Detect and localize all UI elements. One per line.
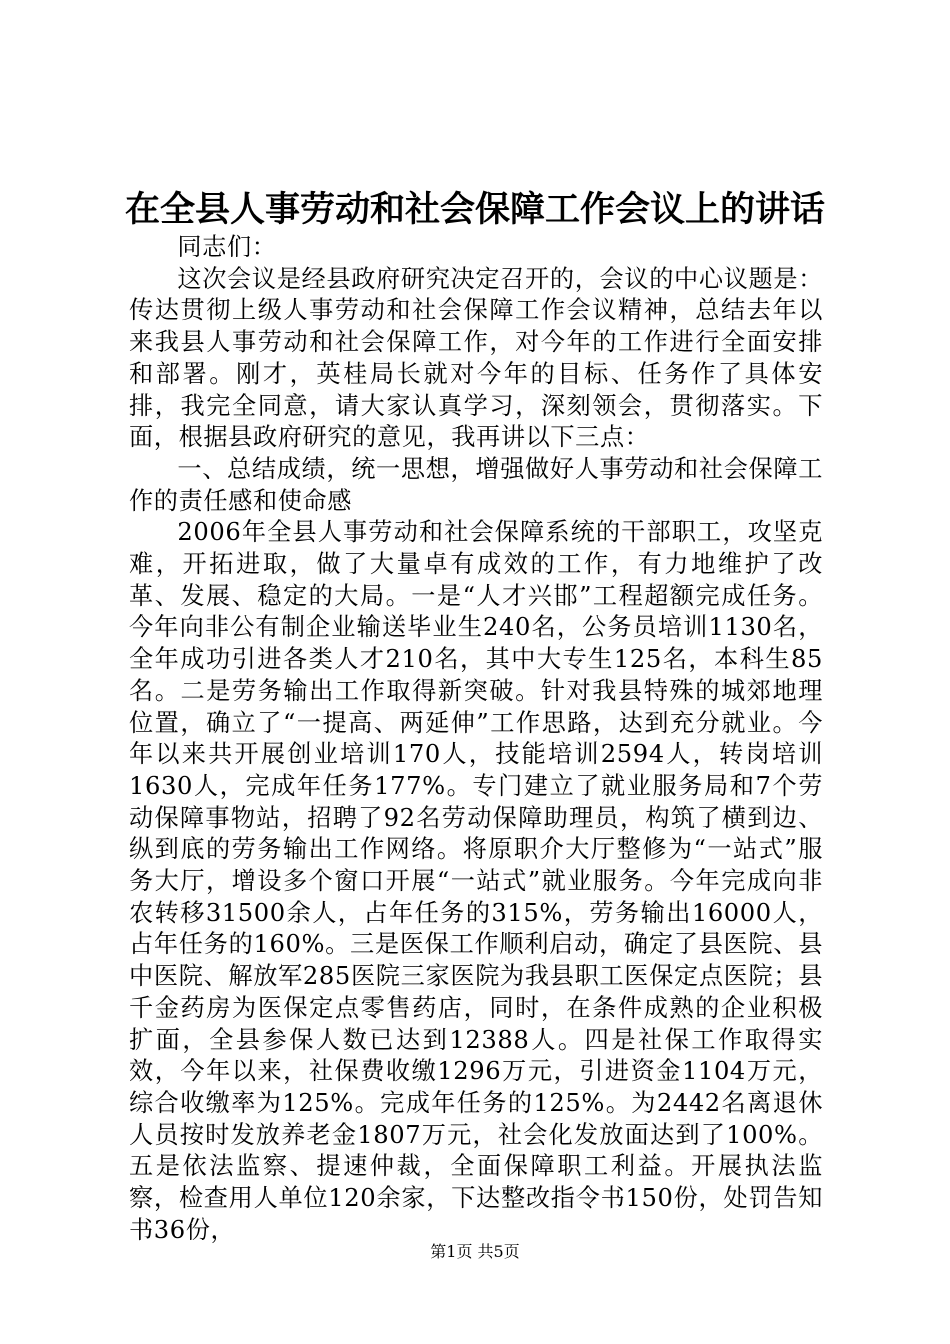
paragraph-salutation: 同志们： [177, 233, 277, 261]
document-body [129, 232, 823, 1247]
paragraph-intro: 这次会议是经县政府研究决定召开的，会议的中心议题是：传达贯彻上级人事劳动和社会保障工作会议精神，总结去年以来我县人事劳动和社会保障工作，对今年的工作进行全面安排和部署。刚才，英桂局长就对今年的目标、任务作了具体安排，我完全同意，请大家认真学习，深刻领会，贯彻落实。下面，根据县政府研究的意见，我再讲以下三点： [129, 264, 823, 452]
document-title: 在全县人事劳动和社会保障工作会议上的讲话 [124, 189, 825, 230]
page-number: 第1页 共5页 [430, 1242, 520, 1261]
section-heading-1: 一、总结成绩，统一思想，增强做好人事劳动和社会保障工作的责任感和使命感 [129, 454, 823, 515]
paragraph-achievements: 2006年全县人事劳动和社会保障系统的干部职工，攻坚克难，开拓进取，做了大量卓有成效的工作，有力地维护了改革、发展、稳定的大局。一是“人才兴邯”工程超额完成任务。今年向非公有制企业输送毕业生240名，公务员培训1130名，全年成功引进各类人才210名，其中大专生125名，本科生85名。二是劳务输出工作取得新突破。针对我县特殊的城郊地理位置，确立了“一提高、两延伸”工作思路，达到充分就业。今年以来共开展创业培训170人，技能培训2594人，转岗培训1630人，完成年任务177%。专门建立了就业服务局和7个劳动保障事物站，招聘了92名劳动保障助理员，构筑了横到边、纵到底的劳务输出工作网络。将原职介大厅整修为“一站式”服务大厅，增设多个窗口开展“一站式”就业服务。今年完成向非农转移31500余人，占年任务的315%，劳务输出16000人，占年任务的160%。三是医保工作顺利启动，确定了县医院、县中医院、解放军285医院三家医院为我县职工医保定点医院；县千金药房为医保定点零售药店，同时，在条件成熟的企业积极扩面，全县参保人数已达到12388人。四是社保工作取得实效，今年以来，社保费收缴1296万元，引进资金1104万元，综合收缴率为125%。完成年任务的125%。为2442名离退休人员按时发放养老金1807万元，社会化发放面达到了100%。五是依法监察、提速仲裁，全面保障职工利益。开展执法监察，检查用人单位120余家，下达整改指令书150份，处罚告知书36份， [129, 518, 823, 1244]
